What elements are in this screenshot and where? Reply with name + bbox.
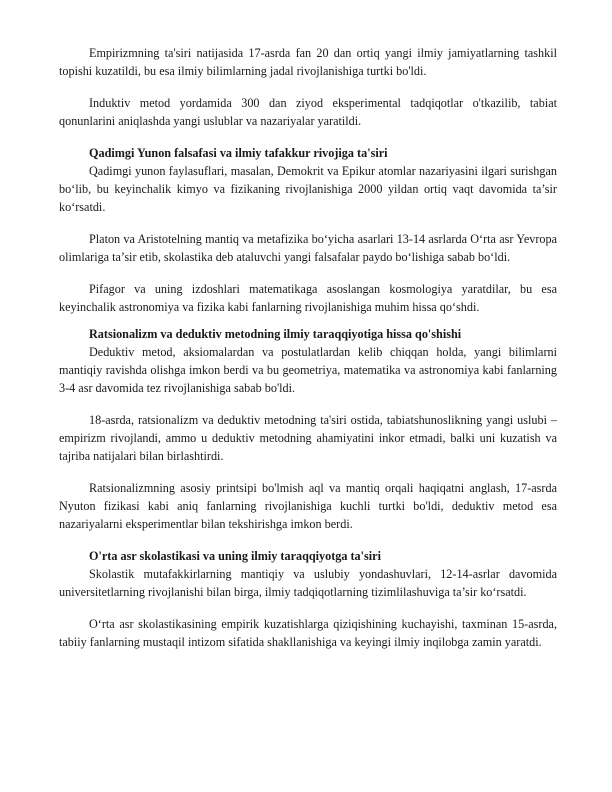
section-heading: O'rta asr skolastikasi va uning ilmiy taraqqiyotga ta'siri xyxy=(89,549,381,563)
document-page xyxy=(59,44,557,651)
section-heading: Qadimgi Yunon falsafasi va ilmiy tafakkur rivojiga ta'siri xyxy=(89,146,388,160)
paragraph: Platon va Aristotelning mantiq va metafizika bo‘yicha asarlari 13-14 asrlarda O‘rta asr Yevropa olimlariga ta’sir etib, skolastika deb ataluvchi yangi falsafalar paydo bo‘lishiga sabab bo‘ldi. xyxy=(59,232,557,264)
paragraph: Pifagor va uning izdoshlari matematikaga asoslangan kosmologiya yaratdilar, bu esa keyinchalik astronomiya va fizika kabi fanlarning rivojlanishiga muhim hissa qo‘shdi. xyxy=(59,282,557,314)
section-heading: Ratsionalizm va deduktiv metodning ilmiy taraqqiyotiga hissa qo'shishi xyxy=(89,327,462,341)
paragraph: Skolastik mutafakkirlarning mantiqiy va uslubiy yondashuvlari, 12-14-asrlar davomida universitetlarning rivojlanishi bilan birga, ilmiy tadqiqotlarning tizimlilashuviga ta’sir ko‘rsatdi. xyxy=(59,567,557,599)
paragraph: Deduktiv metod, aksiomalardan va postulatlardan kelib chiqqan holda, yangi bilimlarni mantiqiy ravishda olishga imkon berdi va bu geometriya, matematika va astronomiya kabi fanlarning 3-4 asr davomida tez rivojlanishiga sabab bo'ldi. xyxy=(59,345,557,395)
paragraph: 18-asrda, ratsionalizm va deduktiv metodning ta'siri ostida, tabiatshunoslikning yangi uslubi – empirizm rivojlandi, ammo u deduktiv metodning ahamiyatini inkor etmadi, balki uni kuzatish va tajriba natijalari bilan birlashtirdi. xyxy=(59,413,557,463)
paragraph: Qadimgi yunon faylasuflari, masalan, Demokrit va Epikur atomlar nazariyasini ilgari surishgan bo‘lib, bu keyinchalik kimyo va fizikaning rivojlanishiga 2000 yildan ortiq vaqt davomida ta’sir ko‘rsatdi. xyxy=(59,164,557,214)
paragraph: Induktiv metod yordamida 300 dan ziyod eksperimental tadqiqotlar o'tkazilib, tabiat qonunlarini aniqlashda yangi uslublar va nazariyalar yaratildi. xyxy=(59,96,557,128)
paragraph: O‘rta asr skolastikasining empirik kuzatishlarga qiziqishining kuchayishi, taxminan 15-asrda, tabiiy fanlarning mustaqil intizom sifatida shakllanishiga va keyingi ilmiy inqilobga zamin yaratdi. xyxy=(59,617,557,649)
paragraph: Ratsionalizmning asosiy printsipi bo'lmish aql va mantiq orqali haqiqatni anglash, 17-asrda Nyuton fizikasi kabi aniq fanlarning rivojlanishiga kuchli turtki bo'ldi, deduktiv metod esa nazariyalarni eksperimentlar bilan tekshirishga imkon berdi. xyxy=(59,481,557,531)
paragraph: Empirizmning ta'siri natijasida 17-asrda fan 20 dan ortiq yangi ilmiy jamiyatlarning tashkil topishi kuzatildi, bu esa ilmiy bilimlarning jadal rivojlanishiga turtki bo'ldi. xyxy=(59,46,557,78)
